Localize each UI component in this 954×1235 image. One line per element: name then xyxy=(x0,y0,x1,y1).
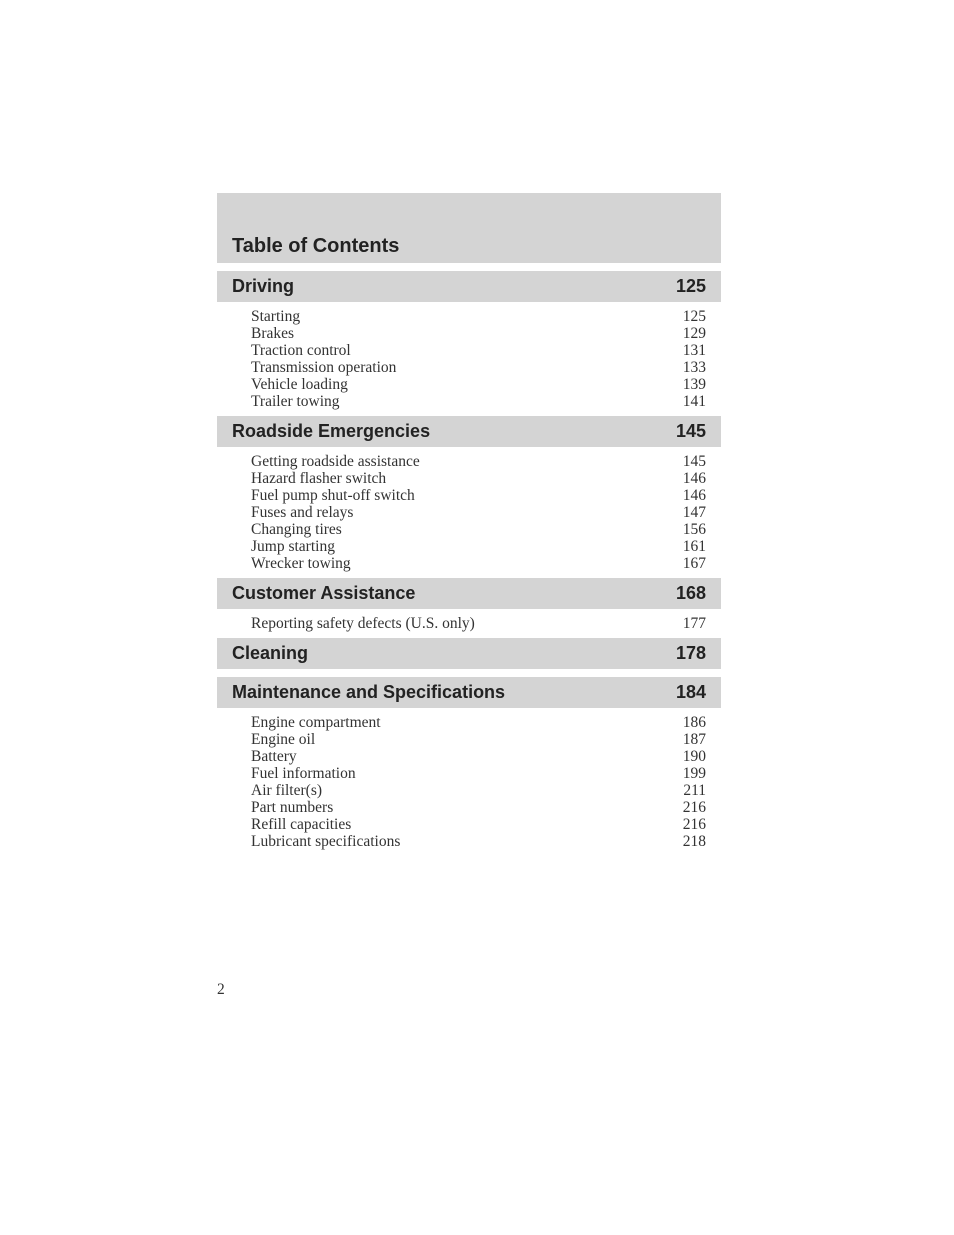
toc-item-page: 129 xyxy=(682,325,706,342)
section-title: Roadside Emergencies xyxy=(232,421,431,441)
toc-item-label: Jump starting xyxy=(251,538,335,555)
toc-item[interactable] xyxy=(251,782,706,799)
toc-item-label: Vehicle loading xyxy=(251,376,348,393)
toc-item-page: 146 xyxy=(682,470,706,487)
toc-item[interactable] xyxy=(251,521,706,538)
toc-item[interactable] xyxy=(251,359,706,376)
toc-item-page: 141 xyxy=(682,393,706,410)
toc-item[interactable] xyxy=(251,714,706,731)
toc-item-label: Changing tires xyxy=(251,521,342,538)
toc-item[interactable] xyxy=(251,816,706,833)
toc-item[interactable] xyxy=(251,393,706,410)
toc-item[interactable] xyxy=(251,342,706,359)
section-item-list xyxy=(217,708,721,850)
toc-item-page: 161 xyxy=(682,538,706,555)
toc-item-label: Trailer towing xyxy=(251,393,340,410)
section-item-list xyxy=(217,447,721,572)
toc-item-page: 199 xyxy=(682,765,706,782)
toc-header xyxy=(217,193,721,263)
toc-item-label: Reporting safety defects (U.S. only) xyxy=(251,615,475,632)
toc-item[interactable] xyxy=(251,765,706,782)
section-header[interactable] xyxy=(217,578,721,609)
toc-item-page: 125 xyxy=(682,308,706,325)
toc-item-label: Air filter(s) xyxy=(251,782,323,799)
toc-item-page: 146 xyxy=(682,487,706,504)
toc-item[interactable] xyxy=(251,799,706,816)
section-header[interactable] xyxy=(217,271,721,302)
section-title: Maintenance and Specifications xyxy=(232,682,506,702)
toc-item[interactable] xyxy=(251,376,706,393)
toc-item[interactable] xyxy=(251,470,706,487)
toc-item-page: 156 xyxy=(682,521,706,538)
section-title: Driving xyxy=(232,276,295,296)
toc-item-label: Traction control xyxy=(251,342,351,359)
toc-item[interactable] xyxy=(251,833,706,850)
toc-title: Table of Contents xyxy=(232,235,400,257)
toc-item-label: Hazard flasher switch xyxy=(251,470,387,487)
toc-item[interactable] xyxy=(251,308,706,325)
toc-item-page: 133 xyxy=(682,359,706,376)
toc-item-label: Lubricant specifications xyxy=(251,833,401,850)
toc-item-page: 167 xyxy=(682,555,706,572)
table-of-contents xyxy=(217,193,721,848)
toc-item-label: Starting xyxy=(251,308,301,325)
toc-item-label: Refill capacities xyxy=(251,816,352,833)
toc-item-label: Transmission operation xyxy=(251,359,397,376)
toc-item[interactable] xyxy=(251,487,706,504)
toc-item-page: 216 xyxy=(682,799,706,816)
section-page: 184 xyxy=(675,682,706,702)
section-item-list xyxy=(217,609,721,632)
section-header[interactable] xyxy=(217,677,721,708)
toc-item[interactable] xyxy=(251,615,706,632)
toc-item-page: 187 xyxy=(682,731,706,748)
toc-item-page: 216 xyxy=(682,816,706,833)
section-page: 125 xyxy=(675,276,706,296)
toc-item-label: Battery xyxy=(251,748,297,765)
section-page: 168 xyxy=(675,583,706,603)
toc-item-label: Wrecker towing xyxy=(251,555,351,572)
toc-sections xyxy=(217,271,721,850)
toc-item-page: 147 xyxy=(682,504,706,521)
toc-item[interactable] xyxy=(251,504,706,521)
toc-item[interactable] xyxy=(251,325,706,342)
toc-item-page: 211 xyxy=(683,782,706,799)
toc-item-label: Engine oil xyxy=(251,731,316,748)
section-header[interactable] xyxy=(217,416,721,447)
section-item-list xyxy=(217,302,721,410)
page-number: 2 xyxy=(217,981,225,998)
toc-item-label: Fuel information xyxy=(251,765,356,782)
toc-item[interactable] xyxy=(251,538,706,555)
section-title: Customer Assistance xyxy=(232,583,416,603)
toc-item-label: Engine compartment xyxy=(251,714,381,731)
toc-item-label: Fuses and relays xyxy=(251,504,354,521)
toc-item-page: 218 xyxy=(682,833,706,850)
toc-item-page: 139 xyxy=(682,376,706,393)
section-page: 145 xyxy=(675,421,706,441)
toc-item[interactable] xyxy=(251,731,706,748)
toc-item-page: 190 xyxy=(682,748,706,765)
toc-item-page: 177 xyxy=(682,615,706,632)
section-page: 178 xyxy=(675,643,706,663)
toc-item[interactable] xyxy=(251,555,706,572)
toc-item-page: 186 xyxy=(682,714,706,731)
toc-item-label: Fuel pump shut-off switch xyxy=(251,487,415,504)
toc-item-label: Part numbers xyxy=(251,799,334,816)
toc-item[interactable] xyxy=(251,748,706,765)
toc-item-page: 145 xyxy=(682,453,706,470)
toc-item-label: Brakes xyxy=(251,325,295,342)
toc-item-label: Getting roadside assistance xyxy=(251,453,420,470)
section-title: Cleaning xyxy=(232,643,309,663)
toc-item-page: 131 xyxy=(682,342,706,359)
toc-item[interactable] xyxy=(251,453,706,470)
section-header[interactable] xyxy=(217,638,721,669)
